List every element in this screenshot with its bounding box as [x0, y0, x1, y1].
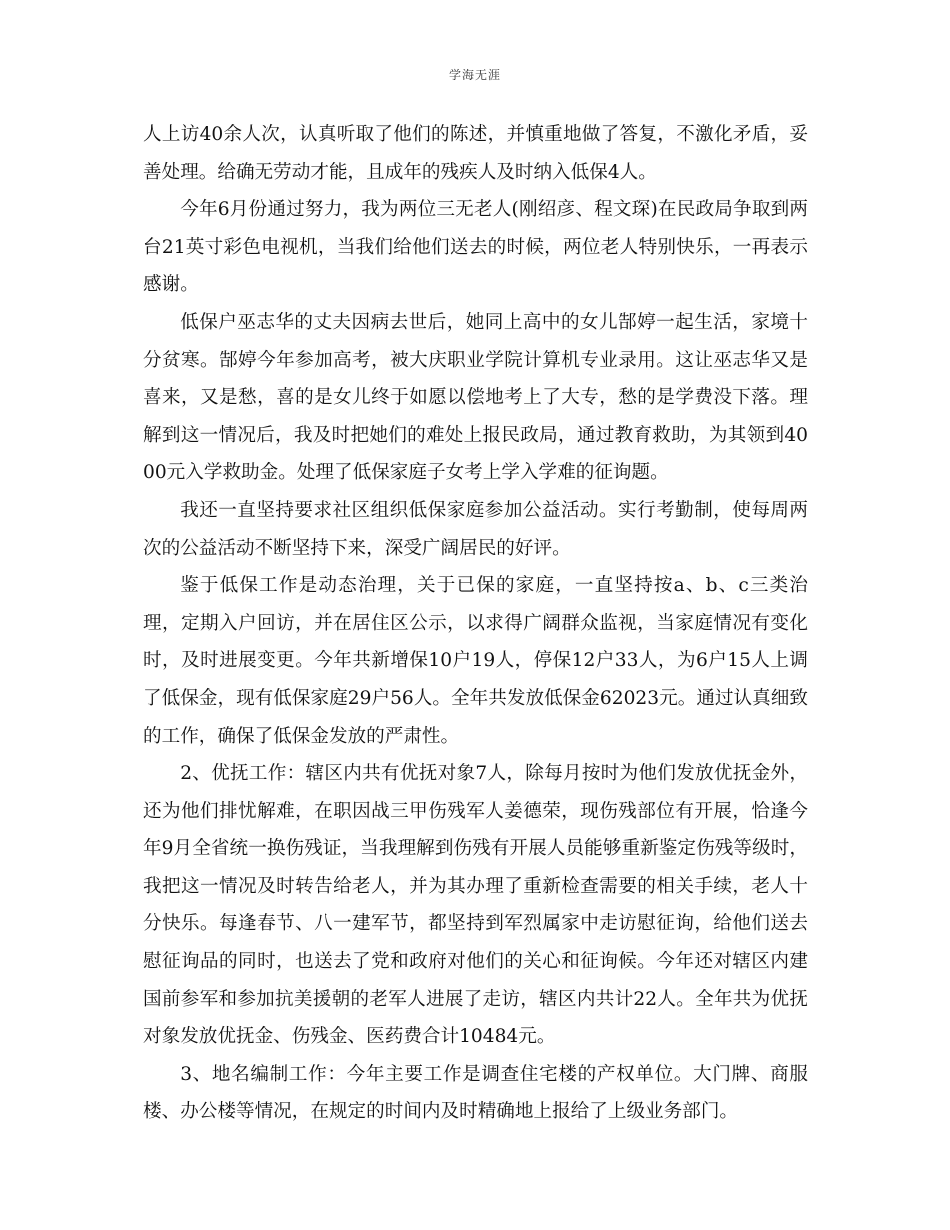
paragraph-public-welfare: 我还一直坚持要求社区组织低保家庭参加公益活动。实行考勤制，使每周两次的公益活动不断坚持下来，深受广阔居民的好评。: [143, 499, 808, 559]
paragraph-preferential-care: 2、优抚工作：辖区内共有优抚对象7人，除每月按时为他们发放优抚金外，还为他们排忧解难，在职因战三甲伤残军人姜德荣，现伤残部位有开展，恰逢今年9月全省统一换伤残证，当我理解到伤残有开展人员能够重新鉴定伤残等级时，我把这一情况及时转告给老人，并为其办理了重新检查需要的相关手续，老人十分快乐。每逢春节、八一建军节，都坚持到军烈属家中走访慰征询，给他们送去慰征询品的同时，也送去了党和政府对他们的关心和征询候。今年还对辖区内建国前参军和参加抗美援朝的老军人进展了走访，辖区内共计22人。全年共为优抚对象发放优抚金、伤残金、医药费合计10484元。: [143, 763, 808, 1048]
paragraph-tv-donation: 今年6月份通过努力，我为两位三无老人(刚绍彦、程文琛)在民政局争取到两台21英寸彩色电视机，当我们给他们送去的时候，两位老人特别快乐，一再表示感谢。: [143, 199, 808, 296]
paragraph-dynamic-management: 鉴于低保工作是动态治理，关于已保的家庭，一直坚持按a、b、c三类治理，定期入户回访，并在居住区公示，以求得广阔群众监视，当家庭情况有变化时，及时进展变更。今年共新增保10户19人，停保12户33人，为6户15人上调了低保金，现有低保家庭29户56人。全年共发放低保金62023元。通过认真细致的工作，确保了低保金发放的严肃性。: [143, 575, 808, 747]
paragraph-education-aid: 低保户巫志华的丈夫因病去世后，她同上高中的女儿郜婷一起生活，家境十分贫寒。郜婷今年参加高考，被大庆职业学院计算机专业录用。这让巫志华又是喜来，又是愁，喜的是女儿终于如愿以偿地考上了大专，愁的是学费没下落。理解到这一情况后，我及时把她们的难处上报民政局，通过教育救助，为其领到4000元入学救助金。处理了低保家庭子女考上学入学难的征询题。: [143, 311, 808, 484]
paragraph-continuation: 人上访40余人次，认真听取了他们的陈述，并慎重地做了答复，不激化矛盾，妥善处理。给确无劳动才能，且成年的残疾人及时纳入低保4人。: [143, 124, 808, 183]
page-header: 学海无涯: [448, 68, 501, 82]
document-body: [143, 116, 808, 1131]
paragraph-place-naming: 3、地名编制工作：今年主要工作是调查住宅楼的产权单位。大门牌、商服楼、办公楼等情况，在规定的时间内及时精确地上报给了上级业务部门。: [143, 1063, 808, 1123]
